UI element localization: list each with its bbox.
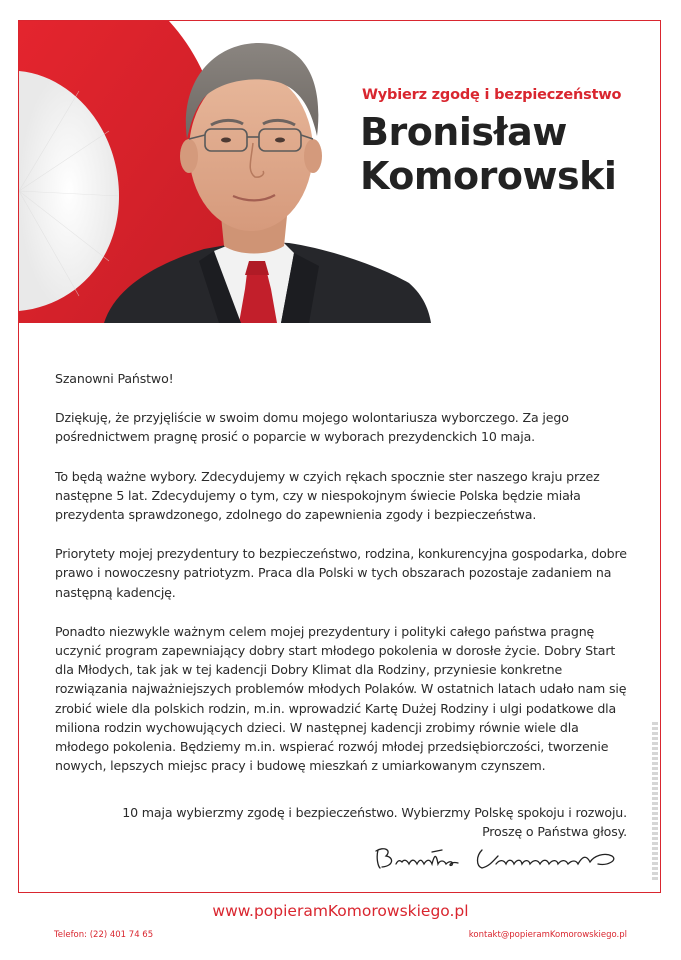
- letter-paragraph: Ponadto niezwykle ważnym celem mojej prezydentury i polityki całego państwa pragnę uczynić program zapewniający dobry start młodego pokolenia w dorosłe życie. Dobry Start dla Młodych, tak jak w tej kadencji Dobry Klimat dla Rodziny, przyniesie konkretne rozwiązania najważniejszych problemów młodych Polaków. W ostatnich latach udało nam się zrobić wiele dla polskich rodzin, m.in. wprowadzić Kartę Dużej Rodziny i ulgi podatkowe dla miliona rodzin wychowujących dzieci. W następnej kadencji zrobimy równie wiele dla młodego pokolenia. Będziemy m.in. wspierać rozwój młodej przedsiębiorczości, tworzenie nowych, lepszych miejsc pracy i budowę mieszkań z umiarkowanym czynszem.: [55, 623, 627, 774]
- campaign-website[interactable]: www.popieramKomorowskiego.pl: [212, 902, 469, 920]
- letter-closing: [122, 803, 627, 841]
- candidate-name: [360, 110, 616, 198]
- letter-paragraph: Priorytety mojej prezydentury to bezpieczeństwo, rodzina, konkurencyjna gospodarka, dobre prawo i nowoczesny patriotyzm. Praca dla Polski w tych obszarach pozostaje zadaniem na następną kadencję.: [55, 546, 627, 600]
- letter-paragraph: Dziękuję, że przyjęliście w swoim domu mojego wolontariusza wyborczego. Za jego pośrednictwem pragnę prosić o poparcie w wyborach prezydenckich 10 maja.: [55, 410, 569, 445]
- handwritten-signature: [372, 842, 622, 874]
- legal-note-vertical: [652, 720, 658, 880]
- contact-email[interactable]: kontakt@popieramKomorowskiego.pl: [468, 930, 627, 940]
- contact-phone: Telefon: (22) 401 74 65: [54, 930, 154, 940]
- candidate-first-name: Bronisław: [360, 110, 567, 154]
- letter-body: [55, 369, 645, 795]
- campaign-tagline: Wybierz zgodę i bezpieczeństwo: [362, 87, 622, 103]
- candidate-last-name: Komorowski: [360, 154, 617, 198]
- letter-greeting: Szanowni Państwo!: [55, 371, 174, 386]
- letter-paragraph: To będą ważne wybory. Zdecydujemy w czyich rękach spocznie ster naszego kraju przez następne 5 lat. Zdecydujemy o tym, czy w niespokojnym świecie Polska będzie miała prezydenta sprawdzonego, zdolnego do zapewnienia zgody i bezpieczeństwa.: [55, 468, 600, 523]
- closing-request: Proszę o Państwa głosy.: [482, 824, 627, 839]
- closing-line: 10 maja wybierzmy zgodę i bezpieczeństwo. Wybierzmy Polskę spokoju i rozwoju.: [122, 805, 627, 820]
